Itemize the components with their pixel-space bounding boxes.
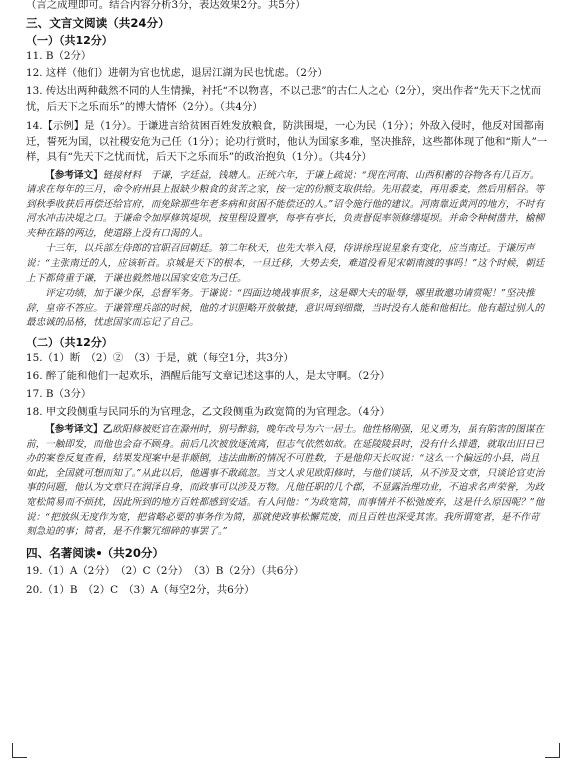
reference-para-3: 评定功绩，加于谦少保，总督军务。于谦说：“四面边境战事很多，这是卿大夫的耻辱，哪里敢邀功请赏呢！”坚决推辞，皇帝不答应。于谦管理兵部的时候，他的才识胆略开放敏捷，意识周到细微，当时没有人能和他相比。他有超过别人的最忠诚的品格，忧虑国家而忘记了自己。 xyxy=(26,288,545,329)
answer-20: 20.（1）B （2）C （3）A（每空2分，共6分） xyxy=(26,583,255,596)
answer-17: 17. B（3分） xyxy=(26,388,92,401)
section-4-title-start: 四、名著阅读 xyxy=(26,545,96,560)
reference-para-2-1: 欧阳修被贬官在滁州时，别号醉翁，晚年改号为六一居士。他性格刚强，见义勇为，虽有陷害的图谋在前，一触即发，而他也会奋不顾身。前后几次被放逐流离，但志气依然如故。在延陵陵县时，没有什么排遣，就取出旧日已办的案卷反复查看，结果发现案中是非颠倒，违法曲断的情况不可胜数，于是他仰天长叹说：“这么一个偏远的小县，尚且如此，全国就可想而知了。”从此以后，他遇事不敢疏忽。当文人求见欧阳修时，与他们谈话，从不涉及文章，只谈论官吏治事的问题，他认为文章只在润泽自身，而政事可以涉及万物。凡他任职的几个郡，不显露治理功业，不追求名声荣誉，为政宽松简易而不烦扰，因此所到的地方百姓都感到安适。有人问他：“为政宽简，而事情并不松弛废弃，这是什么原因呢？”他说：“把放纵无度作为宽，把省略必要的事务作为简，那就使政事松懈荒废，而且百姓也深受其害。我所谓宽者，是不作苛刻急迫的事；简者，是不作繁冗细碎的事罢了。” xyxy=(26,424,545,538)
reference-para-2: 十三年，以兵部左侍郎的官职召回朝廷。第二年秋天，也先大举入侵，侍讲徐珵说星象有变化，应当南迁。于谦厉声说：“主张南迁的人，应该斩首。京城是天下的根本，一旦迁移，大势去矣，难道没看见宋朝南渡的事吗！”这个时候，朝廷上下都倚重于谦，于谦也毅然地以国家安危为己任。 xyxy=(26,243,545,284)
crop-mark-bottom-right xyxy=(545,743,560,758)
answer-14: 14.【示例】是（1分）。于谦进言给贫困百姓发放粮食，防洪围堤，一心为民（1分）；外敌入侵时，他反对国都南迁，誓死为国，以社稷安危为己任（1分）；论功行赏时，他认为国家多难，坚决推辞，这些都体现了他和“斯人”一样，具有“先天下之忧而忧，后天下之乐而乐”的政治抱负（1分）。（共4分） xyxy=(26,120,548,163)
answer-key-page xyxy=(26,0,548,598)
answer-18: 18. 甲文段侧重与民同乐的为官理念，乙文段侧重为政宽简的为官理念。（4分） xyxy=(26,406,391,419)
reference-tag: 【参考译文】 xyxy=(45,169,103,181)
answer-11: 11. B（2分） xyxy=(26,50,92,62)
part-2-heading: （二）（共12分） xyxy=(26,336,113,350)
top-note: （言之成理即可。结合内容分析3分，表达效果2分。共5分） xyxy=(26,0,306,11)
section-4-heading xyxy=(26,544,548,562)
answer-19: 19.（1）A（2分） （2）C（2分） （3）B（2分）（共6分） xyxy=(26,564,305,577)
part-1-heading: （一）（共12分） xyxy=(26,34,113,47)
reference-tag-2: 【参考译文】乙 xyxy=(45,424,113,436)
answer-16: 16. 醉了能和他们一起欢乐，酒醒后能写文章记述这事的人，是太守啊。（2分） xyxy=(26,370,391,383)
crop-mark-bottom-left xyxy=(12,743,27,758)
reference-translation-1 xyxy=(26,169,548,242)
answer-13: 13. 传达出两种截然不同的人生情操，衬托“不以物喜，不以己悲”的古仁人之心（2分），突出作者“先天下之忧而忧，后天下之乐而乐”的博大情怀（2分）。（共4分） xyxy=(26,85,542,113)
reference-translation-2 xyxy=(26,423,548,540)
answer-15: 15.（1）断 （2）② （3）于是，就（每空1分，共3分） xyxy=(26,352,294,365)
dot-mark-icon xyxy=(97,551,101,555)
reference-para-1: 链接材料 于谦，字廷益，钱塘人。正统六年，于谦上疏说：“现在河南、山西积蓄的谷物各有几百万。请求在每年的三月，命令府州县上报缺少粮食的贫苦之家，按一定的份额支取供给。先用菽麦，再用黍麦，然后用稻谷。等到秋季收获后再偿还给官府，而免除那些年老多病和贫困不能偿还的人。”诏令施行他的建议。河南靠近黄河的地方，不时有河水冲击决堤之口。于谦命令加厚修筑堤坝，按里程设置亭，每亭有亭长，负责督促率领修缮堤坝。并命令种树凿井，榆柳夹种在路的两边，使道路上没有口渴的人。 xyxy=(26,169,545,239)
answer-12: 12. 这样（他们）进朝为官也忧虑，退居江湖为民也忧虑。（2分） xyxy=(26,67,328,79)
section-3-heading: 三、文言文阅读（共24分） xyxy=(26,16,170,30)
section-4-title-end: （共20分） xyxy=(101,545,165,560)
